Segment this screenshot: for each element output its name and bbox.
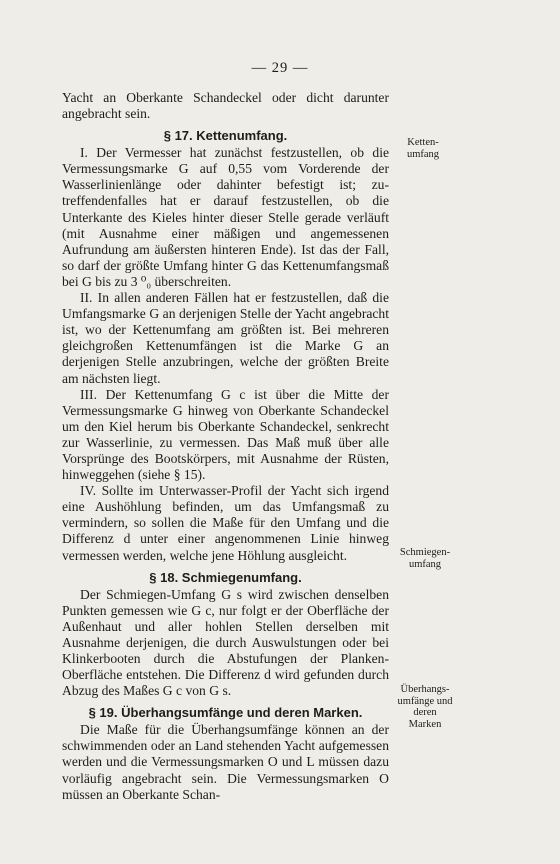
- paragraph-17-II: II. In allen anderen Fällen hat er festzustellen, daß die Umfangsmarke G an derjenigen Stelle der Yacht angebracht ist, wo der Kettenumfang am größten ist. Bei mehreren gleichgroßen Kettenumfängen ist die Marke G an derjenigen Stelle anzubringen, welche der größten Breite am nächsten liegt.: [62, 290, 389, 386]
- section-heading-17: § 17. Kettenumfang.: [163, 128, 288, 144]
- margin-note-text: Schmiegen- umfang: [399, 547, 451, 570]
- paragraph-17-III: III. Der Kettenumfang G c ist über die Mitte der Vermessungsmarke G hinweg von Oberkante Schandeckel um den Kiel herum bis Oberkante Schandeckel, senkrecht zur Wasserlinie, zu vermessen. Das Maß muß über alle Vorsprünge des Bootskörpers, mit Ausnahme der Rüsten, hinweggehen (siehe § 15).: [62, 386, 389, 483]
- margin-note-text: Überhangs- umfänge und deren Marken: [397, 684, 453, 730]
- paragraph-17-I: I. Der Vermesser hat zunächst festzustellen, ob die Vermessungsmarke G auf 0,55 vom Vorderende der Wasserlinienlänge oder dahinter befestigt ist; zutreffendenfalles hat er darauf festzustellen, ob die Unterkante des Kieles hinter dieser Stelle gerade verläuft (mit Ausnahme einer mäßigen und angemessenen Aufrundung am äußersten hinteren Ende). Ist das der Fall, so darf der größte Umfang hinter G das Kettenumfangsmaß bei G bis zu 3 ⁰₀ überschreiten.: [62, 145, 389, 289]
- section-heading-18: § 18. Schmiegenumfang.: [149, 569, 302, 585]
- paragraph-19: Die Maße für die Überhangsumfänge können an der schwimmenden oder an Land stehenden Yacht aufgemessen werden und die Vermessungsmarken O und L müssen dazu vorläufig angebracht sein. Die Vermessungsmarken O müssen an Oberkante Schan-: [62, 722, 389, 802]
- margin-note-kettenumfang: [392, 137, 454, 160]
- section-heading-19: § 19. Überhangsumfänge und deren Marken.: [88, 705, 363, 721]
- margin-note-ueberhangsumfaenge: [394, 684, 456, 730]
- margin-note-text: Ketten- umfang: [406, 137, 440, 160]
- margin-note-schmiegenumfang: [394, 547, 456, 570]
- paragraph-17-IV: IV. Sollte im Unterwasser-Profil der Yacht sich irgend eine Aushöhlung befinden, um das Umfangsmaß zu vermindern, so sollen die Maße für den Umfang und die Differenz d unter einer angenommenen Linie hinweg vermessen werden, welche jene Höhlung ausgleicht.: [62, 483, 389, 563]
- paragraph-continuation: Yacht an Oberkante Schandeckel oder dicht darunter angebracht sein.: [62, 90, 389, 122]
- paragraph-18: Der Schmiegen-Umfang G s wird zwischen denselben Punkten gemessen wie G c, nur folgt er der Oberfläche der Außenhaut und aller hohlen Stellen derselben mit Ausnahme derjenigen, die durch Auswulstungen oder bei Klinkerbooten durch die Abstufungen der Planken-Oberfläche entstehen. Die Differenz d wird gefunden durch Abzug des Maßes G c von G s.: [62, 586, 389, 699]
- page-number: — 29 —: [251, 60, 309, 76]
- page-body: [62, 90, 389, 803]
